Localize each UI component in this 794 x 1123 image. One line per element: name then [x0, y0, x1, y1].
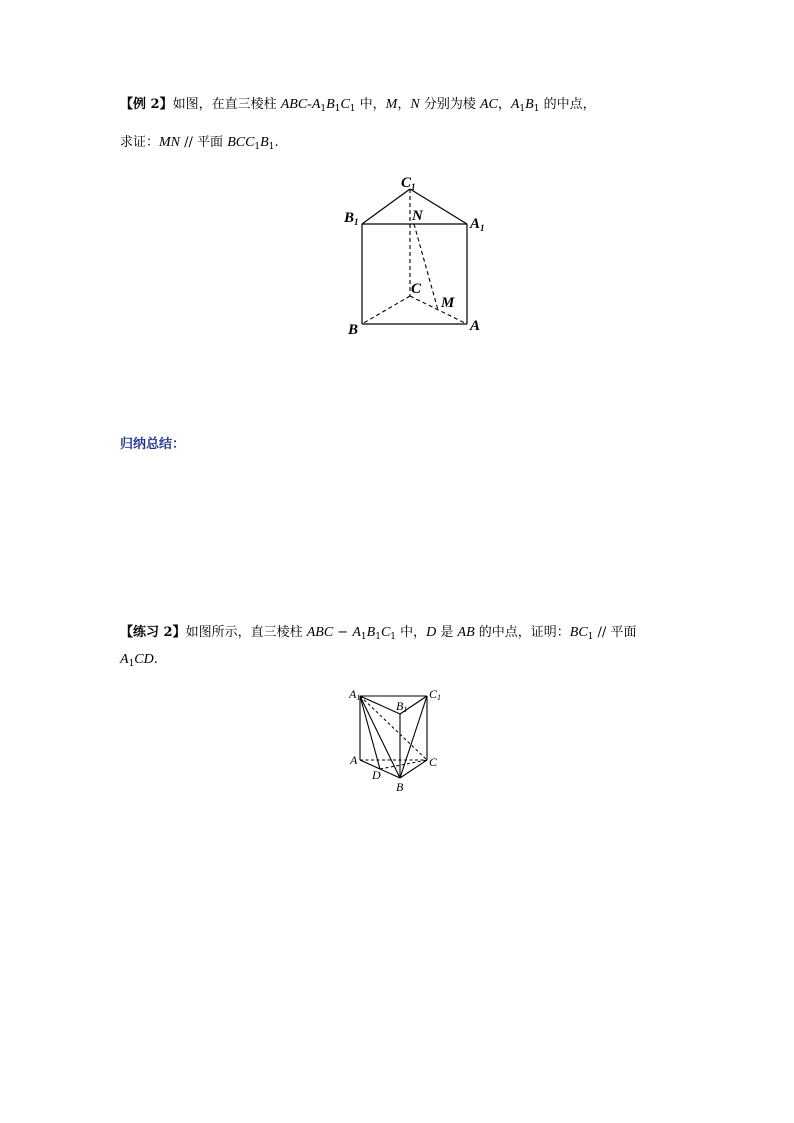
- label2-c1: C1: [429, 687, 442, 702]
- practice-tag: 【练习 2】: [120, 625, 186, 640]
- label-a1: $A_1$: [470, 216, 485, 233]
- label2-a1: A1: [349, 687, 361, 702]
- label-c: C: [411, 281, 422, 297]
- label2-d: D: [372, 768, 381, 782]
- example-tag: 【例 2】: [120, 97, 173, 112]
- label2-b: B: [396, 780, 404, 794]
- edge-a1-b1: [360, 696, 400, 714]
- label2-a: A: [350, 753, 358, 767]
- segment-a1-b: [360, 696, 400, 778]
- segment-a1-d: [360, 696, 380, 769]
- label-c1: $C_1$: [401, 175, 416, 192]
- label-n: N: [412, 208, 423, 224]
- example-statement: 【例 2】如图，在直三棱柱 ABC-$A_1B_1C_1$ 中，M，N 分别为棱 AC，$A_1B_1$ 的中点，: [120, 97, 596, 114]
- label-m: M: [441, 295, 455, 311]
- label2-b1: B1: [396, 699, 408, 714]
- summary-heading: 归纳总结：: [120, 437, 186, 452]
- practice-statement-cont: $A_1CD$.: [120, 652, 158, 669]
- example-proof-goal: 求证：MN // 平面 $BCC_1B_1$.: [120, 135, 279, 152]
- label-b: B: [348, 322, 359, 338]
- label-b1: $B_1$: [344, 210, 359, 227]
- practice-statement: 【练习 2】如图所示，直三棱柱 ABC − $A_1B_1C_1$ 中，D 是 AB 的中点，证明：$BC_1$ // 平面: [120, 625, 637, 642]
- label2-c: C: [429, 755, 438, 769]
- label-a: A: [470, 318, 481, 334]
